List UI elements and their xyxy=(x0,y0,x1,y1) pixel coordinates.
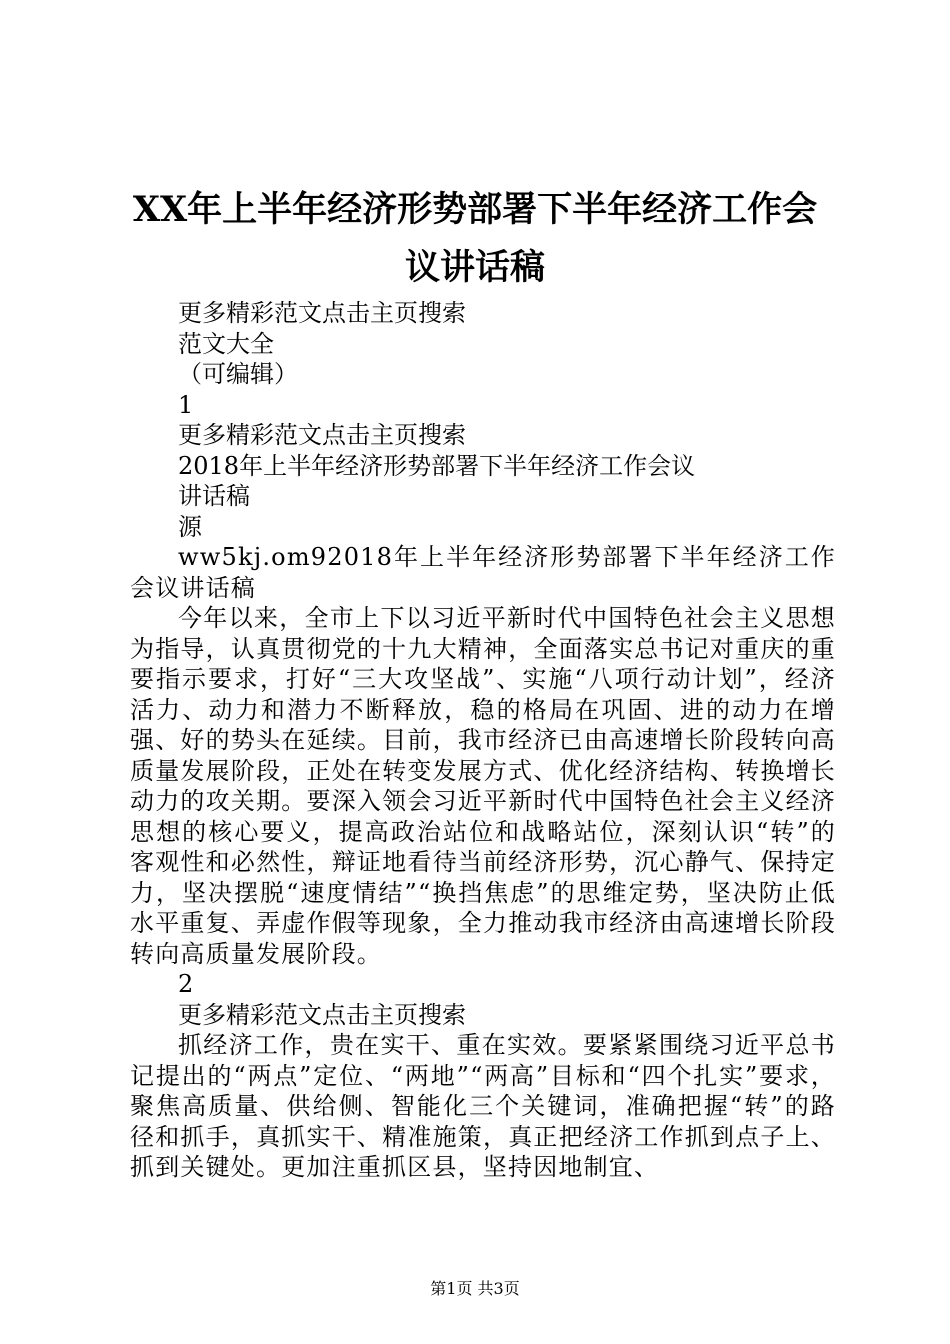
more-link-text: 更多精彩范文点击主页搜索 xyxy=(178,421,466,449)
more-link-text: 更多精彩范文点击主页搜索 xyxy=(178,1000,466,1029)
collection-label: 范文大全 xyxy=(178,329,274,358)
subtitle-line-2: 讲话稿 xyxy=(178,482,250,510)
document-title-line-2: 议讲话稿 xyxy=(404,247,545,288)
subtitle-line-1: 2018年上半年经济形势部署下半年经济工作会议 xyxy=(178,451,696,480)
source-paragraph: ww5kj.om92018年上半年经济形势部署下半年经济工作会议讲话稿 xyxy=(130,543,836,602)
body-paragraph-1: 今年以来，全市上下以习近平新时代中国特色社会主义思想为指导，认真贯彻党的十九大精神，全面落实总书记对重庆的重要指示要求，打好“三大攻坚战”、实施“八项行动计划”，经济活力、动力和潜力不断释放，稳的格局在巩固、进的动力在增强、好的势头在延续。目前，我市经济已由高速增长阶段转向高质量发展阶段，正处在转变发展方式、优化经济结构、转换增长动力的攻关期。要深入领会习近平新时代中国特色社会主义经济思想的核心要义，提高政治站位和战略站位，深刻认识“转”的客观性和必然性，辩证地看待当前经济形势，沉心静气、保持定力，坚决摆脱“速度情结”“换挡焦虑”的思维定势，坚决防止低水平重复、弄虚作假等现象，全力推动我市经济由高速增长阶段转向高质量发展阶段。 xyxy=(130,604,836,968)
source-label: 源 xyxy=(178,512,202,541)
document-title-line-1: XX年上半年经济形势部署下半年经济工作会 xyxy=(132,189,818,230)
page-footer: 第1页 共3页 xyxy=(430,1279,520,1298)
document-body xyxy=(130,298,836,1183)
more-link-text: 更多精彩范文点击主页搜索 xyxy=(178,299,466,327)
body-paragraph-2: 抓经济工作，贵在实干、重在实效。要紧紧围绕习近平总书记提出的“两点”定位、“两地”“两高”目标和“四个扎实”要求，聚焦高质量、供给侧、智能化三个关键词，准确把握“转”的路径和抓手，真抓实干、精准施策，真正把经济工作抓到点子上、抓到关键处。更加注重抓区县，坚持因地制宜、 xyxy=(130,1031,836,1181)
page-number-marker: 2 xyxy=(178,970,194,998)
editable-note: （可编辑） xyxy=(178,360,298,388)
page-number-marker: 1 xyxy=(178,390,194,419)
